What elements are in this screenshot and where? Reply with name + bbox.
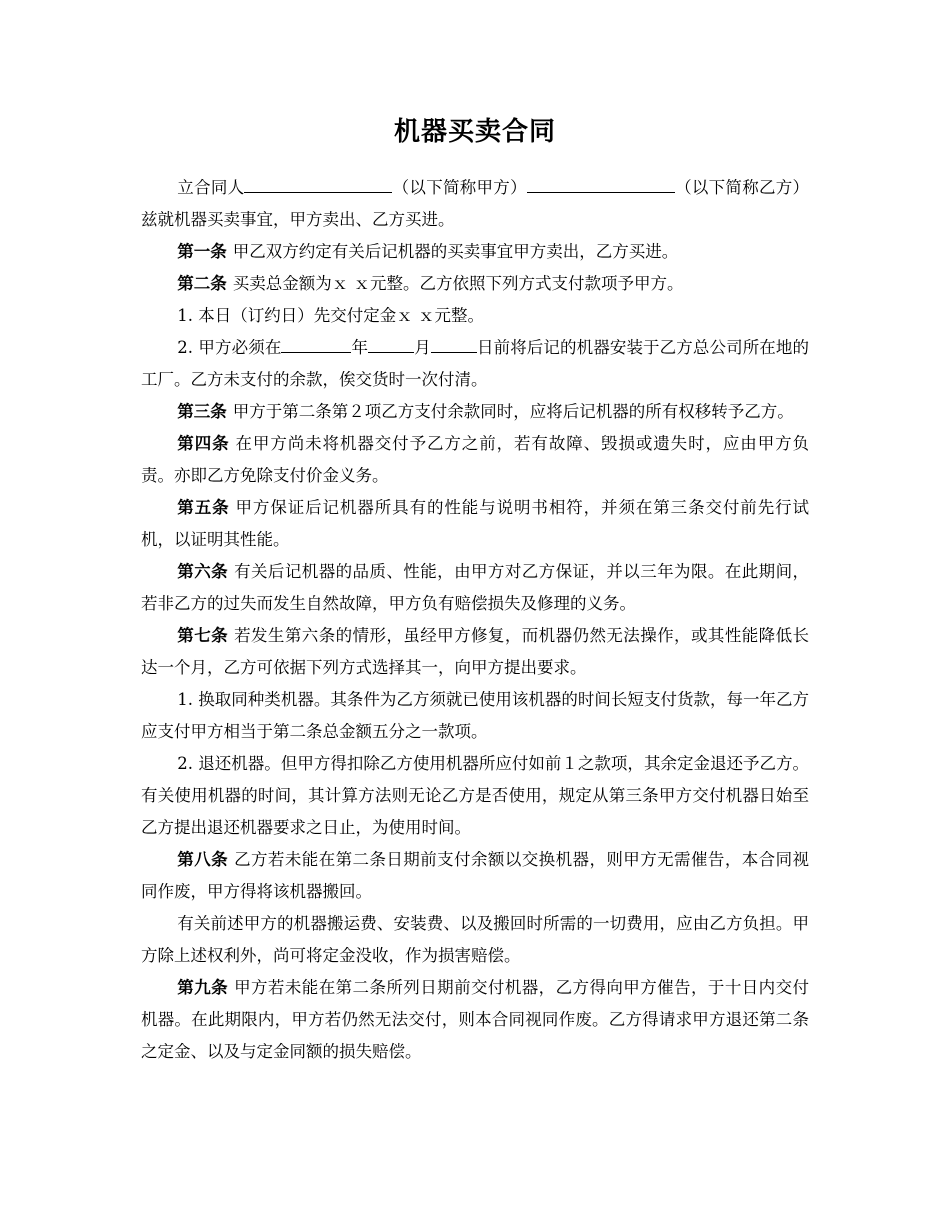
article-2-label: 第二条 <box>177 274 227 293</box>
month-blank[interactable] <box>368 334 414 353</box>
item2-year: 年 <box>351 338 369 357</box>
article-8-label: 第八条 <box>177 850 229 869</box>
article-5-label: 第五条 <box>177 498 230 517</box>
article-8-extra: 有关前述甲方的机器搬运费、安装费、以及搬回时所需的一切费用，应由乙方负担。甲方除上述权利外，尚可将定金没收，作为损害赔偿。 <box>141 914 809 965</box>
day-blank[interactable] <box>431 334 477 353</box>
article-6 <box>141 556 809 620</box>
article-6-label: 第六条 <box>177 562 229 581</box>
article-9-text: 甲方若未能在第二条所列日期前交付机器，乙方得向甲方催告，于十日内交付机器。在此期限内，甲方若仍然无法交付，则本合同视同作废。乙方得请求甲方退还第二条之定金、以及与定金同额的损失赔偿。 <box>141 978 810 1061</box>
article-7 <box>141 620 809 684</box>
party-a-blank[interactable] <box>244 174 392 193</box>
article-7-item-2: 2. 退还机器。但甲方得扣除乙方使用机器所应付如前１之款项，其余定金退还予乙方。有关使用机器的时间，其计算方法则无论乙方是否使用，规定从第三条甲方交付机器日始至乙方提出退还机器要求之日止，为使用时间。 <box>141 754 809 837</box>
article-3-text: 甲方于第二条第２项乙方支付余款同时，应将后记机器的所有权移转予乙方。 <box>232 402 794 421</box>
contract-body <box>141 172 809 1068</box>
article-3-label: 第三条 <box>177 402 227 421</box>
item2-month: 月 <box>414 338 431 357</box>
article-7-item-1: 1. 换取同种类机器。其条件为乙方须就已使用该机器的时间长短支付货款，每一年乙方应支付甲方相当于第二条总金额五分之一款项。 <box>141 690 809 741</box>
article-5-text: 甲方保证后记机器所具有的性能与说明书相符，并须在第三条交付前先行试机，以证明其性能。 <box>141 498 810 549</box>
article-7-label: 第七条 <box>177 626 229 645</box>
preamble <box>141 172 809 236</box>
article-1-label: 第一条 <box>177 242 227 261</box>
article-3 <box>141 396 809 428</box>
article-9-label: 第九条 <box>177 978 229 997</box>
article-4 <box>141 428 809 492</box>
article-9 <box>141 972 809 1068</box>
article-5 <box>141 492 809 556</box>
article-4-label: 第四条 <box>177 434 230 453</box>
article-8-text: 乙方若未能在第二条日期前支付余额以交换机器，则甲方无需催告，本合同视同作废，甲方得将该机器搬回。 <box>141 850 810 901</box>
article-2 <box>141 268 809 300</box>
article-8 <box>141 844 809 908</box>
article-2-text: 买卖总金额为ｘ ｘ元整。乙方依照下列方式支付款项予甲方。 <box>232 274 684 293</box>
article-2-item-2 <box>141 332 809 396</box>
preamble-part1: 立合同人 <box>177 178 245 197</box>
year-blank[interactable] <box>281 334 351 353</box>
item2-suffix: 日前将后记的机器安装于乙方总公司所在地的工厂。乙方未支付的余款，俟交货时一次付清。 <box>141 338 810 389</box>
article-4-text: 在甲方尚未将机器交付予乙方之前，若有故障、毁损或遗失时，应由甲方负责。亦即乙方免除支付价金义务。 <box>141 434 810 485</box>
preamble-part2: （以下简称甲方） <box>392 178 527 197</box>
preamble-part3: （以下简称乙方）兹就机器买卖事宜，甲方卖出、乙方买进。 <box>141 178 810 229</box>
party-b-blank[interactable] <box>527 174 675 193</box>
article-2-item-1: 1. 本日（订约日）先交付定金ｘ ｘ元整。 <box>177 306 485 325</box>
item2-prefix: 2. 甲方必须在 <box>177 338 282 357</box>
document-title: 机器买卖合同 <box>393 117 556 147</box>
article-6-text: 有关后记机器的品质、性能，由甲方对乙方保证，并以三年为限。在此期间，若非乙方的过失而发生自然故障，甲方负有赔偿损失及修理的义务。 <box>141 562 810 613</box>
article-1 <box>141 236 809 268</box>
article-7-text: 若发生第六条的情形，虽经甲方修复，而机器仍然无法操作，或其性能降低长达一个月，乙方可依据下列方式选择其一，向甲方提出要求。 <box>141 626 810 677</box>
article-1-text: 甲乙双方约定有关后记机器的买卖事宜甲方卖出，乙方买进。 <box>232 242 679 261</box>
